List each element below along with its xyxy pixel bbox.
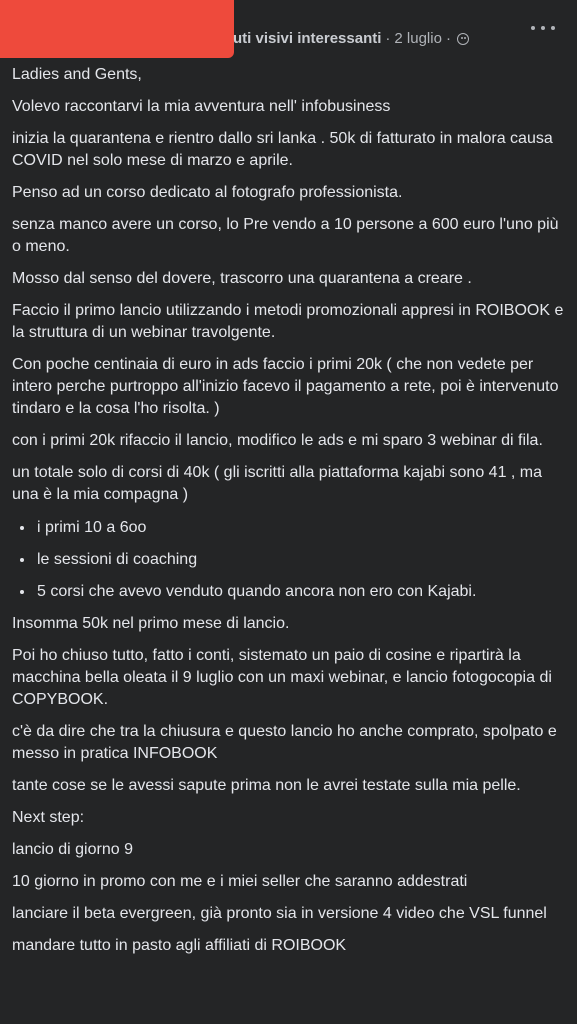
list-item: • 5 corsi che avevo venduto quando ancora non ero con Kajabi. xyxy=(35,580,567,603)
post-paragraph: Poi ho chiuso tutto, fatto i conti, sistemato un paio di cosine e ripartirà la macchina bella oleata il 9 luglio con un maxi webinar, e lancio fotogocopia di COPYBOOK. xyxy=(12,647,552,708)
group-audience-icon xyxy=(457,33,469,45)
post-paragraph: inizia la quarantena e rientro dallo sri lanka . 50k di fatturato in malora causa COVID nel solo mese di marzo e aprile. xyxy=(12,130,553,169)
post-paragraph: lancio di giorno 9 xyxy=(12,841,133,858)
post-paragraph: con i primi 20k rifaccio il lancio, modifico le ads e mi sparo 3 webinar di fila. xyxy=(12,432,543,449)
post-paragraph: un totale solo di corsi di 40k ( gli iscritti alla piattaforma kajabi sono 41 , ma una è la mia compagna ) xyxy=(12,464,543,503)
post-paragraph: senza manco avere un corso, lo Pre vendo a 10 persone a 600 euro l'uno più o meno. xyxy=(12,216,559,255)
more-options-button[interactable] xyxy=(531,18,555,38)
post-paragraph: Insomma 50k nel primo mese di lancio. xyxy=(12,615,290,632)
post-paragraph: Mosso dal senso del dovere, trascorro una quarantena a creare . xyxy=(12,270,472,287)
post-paragraph: tante cose se le avessi sapute prima non le avrei testate sulla mia pelle. xyxy=(12,777,521,794)
post-paragraph: lanciare il beta evergreen, già pronto sia in versione 4 video che VSL funnel xyxy=(12,905,547,922)
meta-separator: · xyxy=(385,30,391,47)
post-paragraph: Faccio il primo lancio utilizzando i metodi promozionali appresi in ROIBOOK e la struttura di un webinar travolgente. xyxy=(12,302,564,341)
post-paragraph: mandare tutto in pasto agli affiliati di ROIBOOK xyxy=(12,937,347,954)
post-date-link[interactable]: 2 luglio xyxy=(394,30,442,47)
list-item: • i primi 10 a 6oo xyxy=(35,516,567,539)
more-horizontal-icon xyxy=(541,26,545,30)
meta-separator: · xyxy=(445,30,451,47)
post-header-meta xyxy=(233,30,469,47)
group-name-link[interactable]: uti visivi interessanti xyxy=(233,30,382,47)
post-paragraph: Next step: xyxy=(12,809,85,826)
post-paragraph: Con poche centinaia di euro in ads faccio i primi 20k ( che non vedete per intero perche purtroppo all'inizio facevo il pagamento a rete, poi è intervenuto tindaro e la cosa l'ho risolta. ) xyxy=(12,356,559,417)
post-paragraph: Penso ad un corso dedicato al fotografo professionista. xyxy=(12,184,403,201)
post-paragraph: 10 giorno in promo con me e i miei seller che saranno addestrati xyxy=(12,873,468,890)
post-paragraph: c'è da dire che tra la chiusura e questo lancio ho anche comprato, spolpato e messo in pratica INFOBOOK xyxy=(12,723,557,762)
list-item: • le sessioni di coaching xyxy=(35,548,567,571)
post-paragraph: Ladies and Gents, xyxy=(12,66,142,83)
more-horizontal-icon xyxy=(551,26,555,30)
post-body xyxy=(12,64,567,967)
redacted-author-block xyxy=(0,0,234,58)
bullet-list xyxy=(12,516,567,603)
post-paragraph: Volevo raccontarvi la mia avventura nell' infobusiness xyxy=(12,98,391,115)
more-horizontal-icon xyxy=(531,26,535,30)
